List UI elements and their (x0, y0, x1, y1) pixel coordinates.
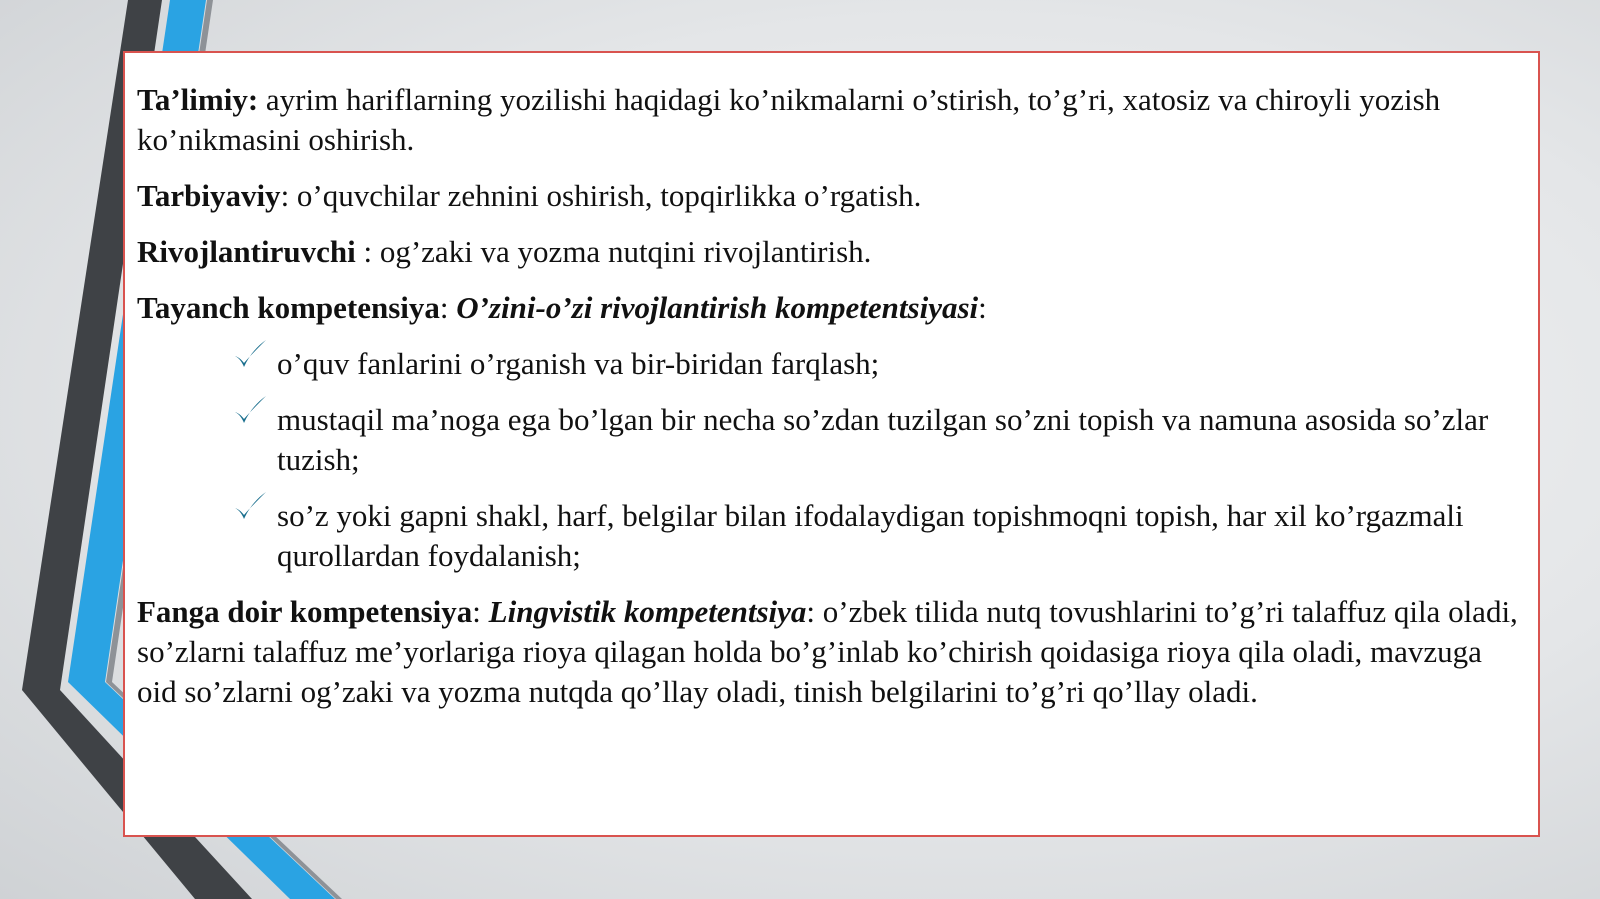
list-item (137, 344, 1522, 384)
checkmark-icon (233, 490, 267, 524)
bullet-text: so’z yoki gapni shakl, harf, belgilar bilan ifodalaydigan topishmoqni topish, har xil ko’rgazmali qurollardan foydalanish; (277, 498, 1464, 573)
fanga-paragraph (137, 592, 1522, 712)
competence-list (137, 344, 1522, 576)
tayanch-competence: O’zini-o’zi rivojlantirish kompetentsiyasi (456, 290, 979, 325)
fanga-label: Fanga doir kompetensiya (137, 594, 473, 629)
rivojlantiruvchi-text: : og’zaki va yozma nutqini rivojlantirish. (355, 234, 872, 269)
checkmark-icon (233, 394, 267, 428)
list-item (137, 400, 1522, 480)
checkmark-icon (233, 338, 267, 372)
talimiy-label: Ta’limiy: (137, 82, 259, 117)
content-card (123, 51, 1540, 837)
tayanch-label: Tayanch kompetensiya (137, 290, 440, 325)
tayanch-end: : (978, 290, 987, 325)
bullet-text: mustaqil ma’noga ega bo’lgan bir necha so’zdan tuzilgan so’zni topish va namuna asosida so’zlar tuzish; (277, 402, 1489, 477)
bullet-text: o’quv fanlarini o’rganish va bir-biridan farqlash; (277, 346, 880, 381)
tayanch-separator: : (439, 290, 457, 325)
fanga-text: : o’zbek tilida nutq tovushlarini to’g’ri talaffuz qila oladi, so’zlarni talaffuz me’yorlariga rioya qilagan holda bo’g’inlab ko’chirish qoidasiga rioya qila oladi, mavzuga oid so’zlarni og’zaki va yozma nutqda qo’llay oladi, tinish belgilarini to’g’ri qo’llay oladi. (137, 594, 1518, 709)
tarbiyaviy-label: Tarbiyaviy (137, 178, 281, 213)
lesson-objectives (137, 80, 1522, 728)
tarbiyaviy-paragraph (137, 176, 1522, 216)
fanga-separator: : (472, 594, 489, 629)
rivojlantiruvchi-paragraph (137, 232, 1522, 272)
rivojlantiruvchi-label: Rivojlantiruvchi (137, 234, 356, 269)
tarbiyaviy-text: : o’quvchilar zehnini oshirish, topqirlikka o’rgatish. (280, 178, 922, 213)
fanga-competence: Lingvistik kompetentsiya (488, 594, 807, 629)
talimiy-paragraph (137, 80, 1522, 160)
tayanch-paragraph (137, 288, 1522, 328)
list-item (137, 496, 1522, 576)
talimiy-text: ayrim hariflarning yozilishi haqidagi ko’nikmalarni o’stirish, to’g’ri, xatosiz va chiroyli yozish ko’nikmasini oshirish. (137, 82, 1441, 157)
